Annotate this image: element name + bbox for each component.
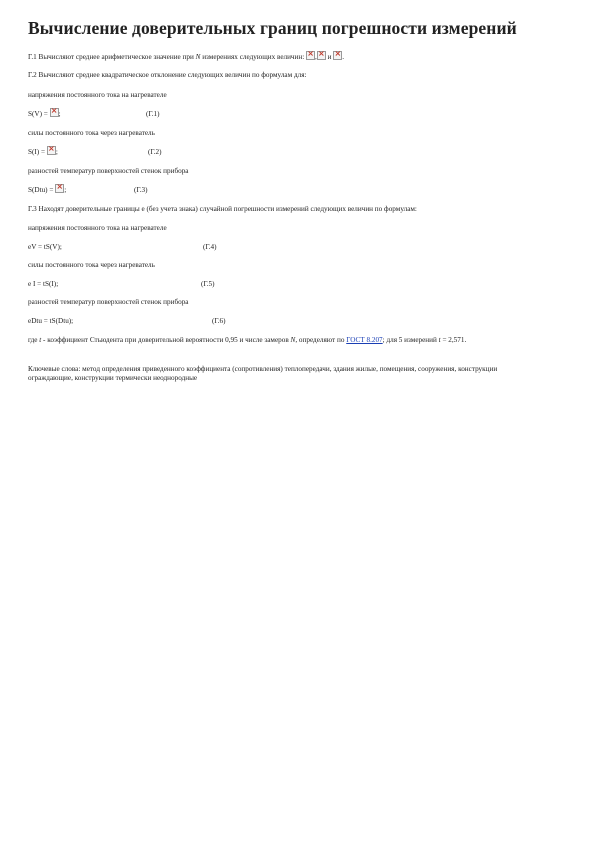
formula-g2 <box>28 146 568 158</box>
g1-text: Г.1 Вычисляют среднее арифметическое значение при <box>28 53 196 61</box>
formula-g2-lhs <box>28 146 58 156</box>
paragraph-g2: Г.2 Вычисляют среднее квадратическое отклонение следующих величин по формулам для: <box>28 71 307 79</box>
formula-g2-number: (Г.2) <box>148 148 162 156</box>
paragraph-g3: Г.3 Находят доверительные границы e (без учета знака) случайной погрешности измерений следующих величин по формулам: <box>28 205 417 213</box>
label-voltage-2: напряжения постоянного тока на нагревателе <box>28 224 167 232</box>
formula-image-icon <box>55 184 67 194</box>
formula-g6 <box>28 315 568 327</box>
note-t5: t <box>438 336 441 344</box>
label-current: силы постоянного тока через нагреватель <box>28 129 155 137</box>
formula-g5 <box>28 278 568 290</box>
gost-link[interactable]: ГОСТ 8.207 <box>346 336 383 344</box>
g1-n: N <box>195 53 201 61</box>
formula-g2-tail: ; <box>55 148 58 156</box>
g1-end: . <box>342 53 345 61</box>
label-current-2: силы постоянного тока через нагреватель <box>28 261 155 269</box>
note-t3: , определяют по <box>295 336 347 344</box>
student-coefficient-note <box>28 336 558 345</box>
formula-g3 <box>28 184 568 196</box>
formula-g3-lhs <box>28 184 66 194</box>
formula-g3-text: S(Dtu) = <box>28 186 56 194</box>
formula-g1-tail: ; <box>58 110 61 118</box>
broken-image-icon <box>317 51 326 60</box>
formula-g6-text: eDtu = tS(Dtu); <box>28 317 74 325</box>
formula-g4-text: eV = tS(V); <box>28 243 62 251</box>
formula-g6-number: (Г.6) <box>212 317 226 325</box>
formula-g2-text: S(I) = <box>28 148 47 156</box>
formula-g1-number: (Г.1) <box>146 110 160 118</box>
label-temp-2: разностей температур поверхностей стенок прибора <box>28 298 189 306</box>
paragraph-g1 <box>28 51 568 62</box>
keywords: Ключевые слова: метод определения приведенного коэффициента (сопротивления) теплопередачи, здания жилые, помещения, сооружения, конструкции ограждающие, конструкции термически неоднородные <box>28 365 498 382</box>
note-t6: = 2,571. <box>440 336 467 344</box>
formula-g5-text: e I = tS(I); <box>28 280 59 288</box>
formula-g1 <box>28 108 568 120</box>
formula-g1-lhs <box>28 108 61 118</box>
formula-image-icon <box>50 108 59 117</box>
note-t1: где <box>28 336 40 344</box>
broken-image-icon <box>333 51 345 61</box>
formula-g5-number: (Г.5) <box>201 280 215 288</box>
document-page <box>28 18 568 383</box>
formula-g3-number: (Г.3) <box>134 186 148 194</box>
formula-image-icon <box>47 146 56 155</box>
formula-g3-tail: ; <box>64 186 67 194</box>
g1-sep2: и <box>325 53 334 61</box>
note-t4: ; для 5 измерений <box>382 336 439 344</box>
g1-text2: измерениях следующих величин: <box>200 53 307 61</box>
label-voltage: напряжения постоянного тока на нагревателе <box>28 91 167 99</box>
note-t: t <box>39 336 42 344</box>
formula-g4 <box>28 241 568 253</box>
label-temp: разностей температур поверхностей стенок прибора <box>28 167 189 175</box>
formula-g1-text: S(V) = <box>28 110 50 118</box>
page-title: Вычисление доверительных границ погрешности измерений <box>28 18 517 38</box>
formula-g4-number: (Г.4) <box>203 243 217 251</box>
broken-image-icon <box>306 51 315 60</box>
note-n: N <box>290 336 296 344</box>
note-t2: - коэффициент Стьюдента при доверительной вероятности 0,95 и числе замеров <box>41 336 291 344</box>
